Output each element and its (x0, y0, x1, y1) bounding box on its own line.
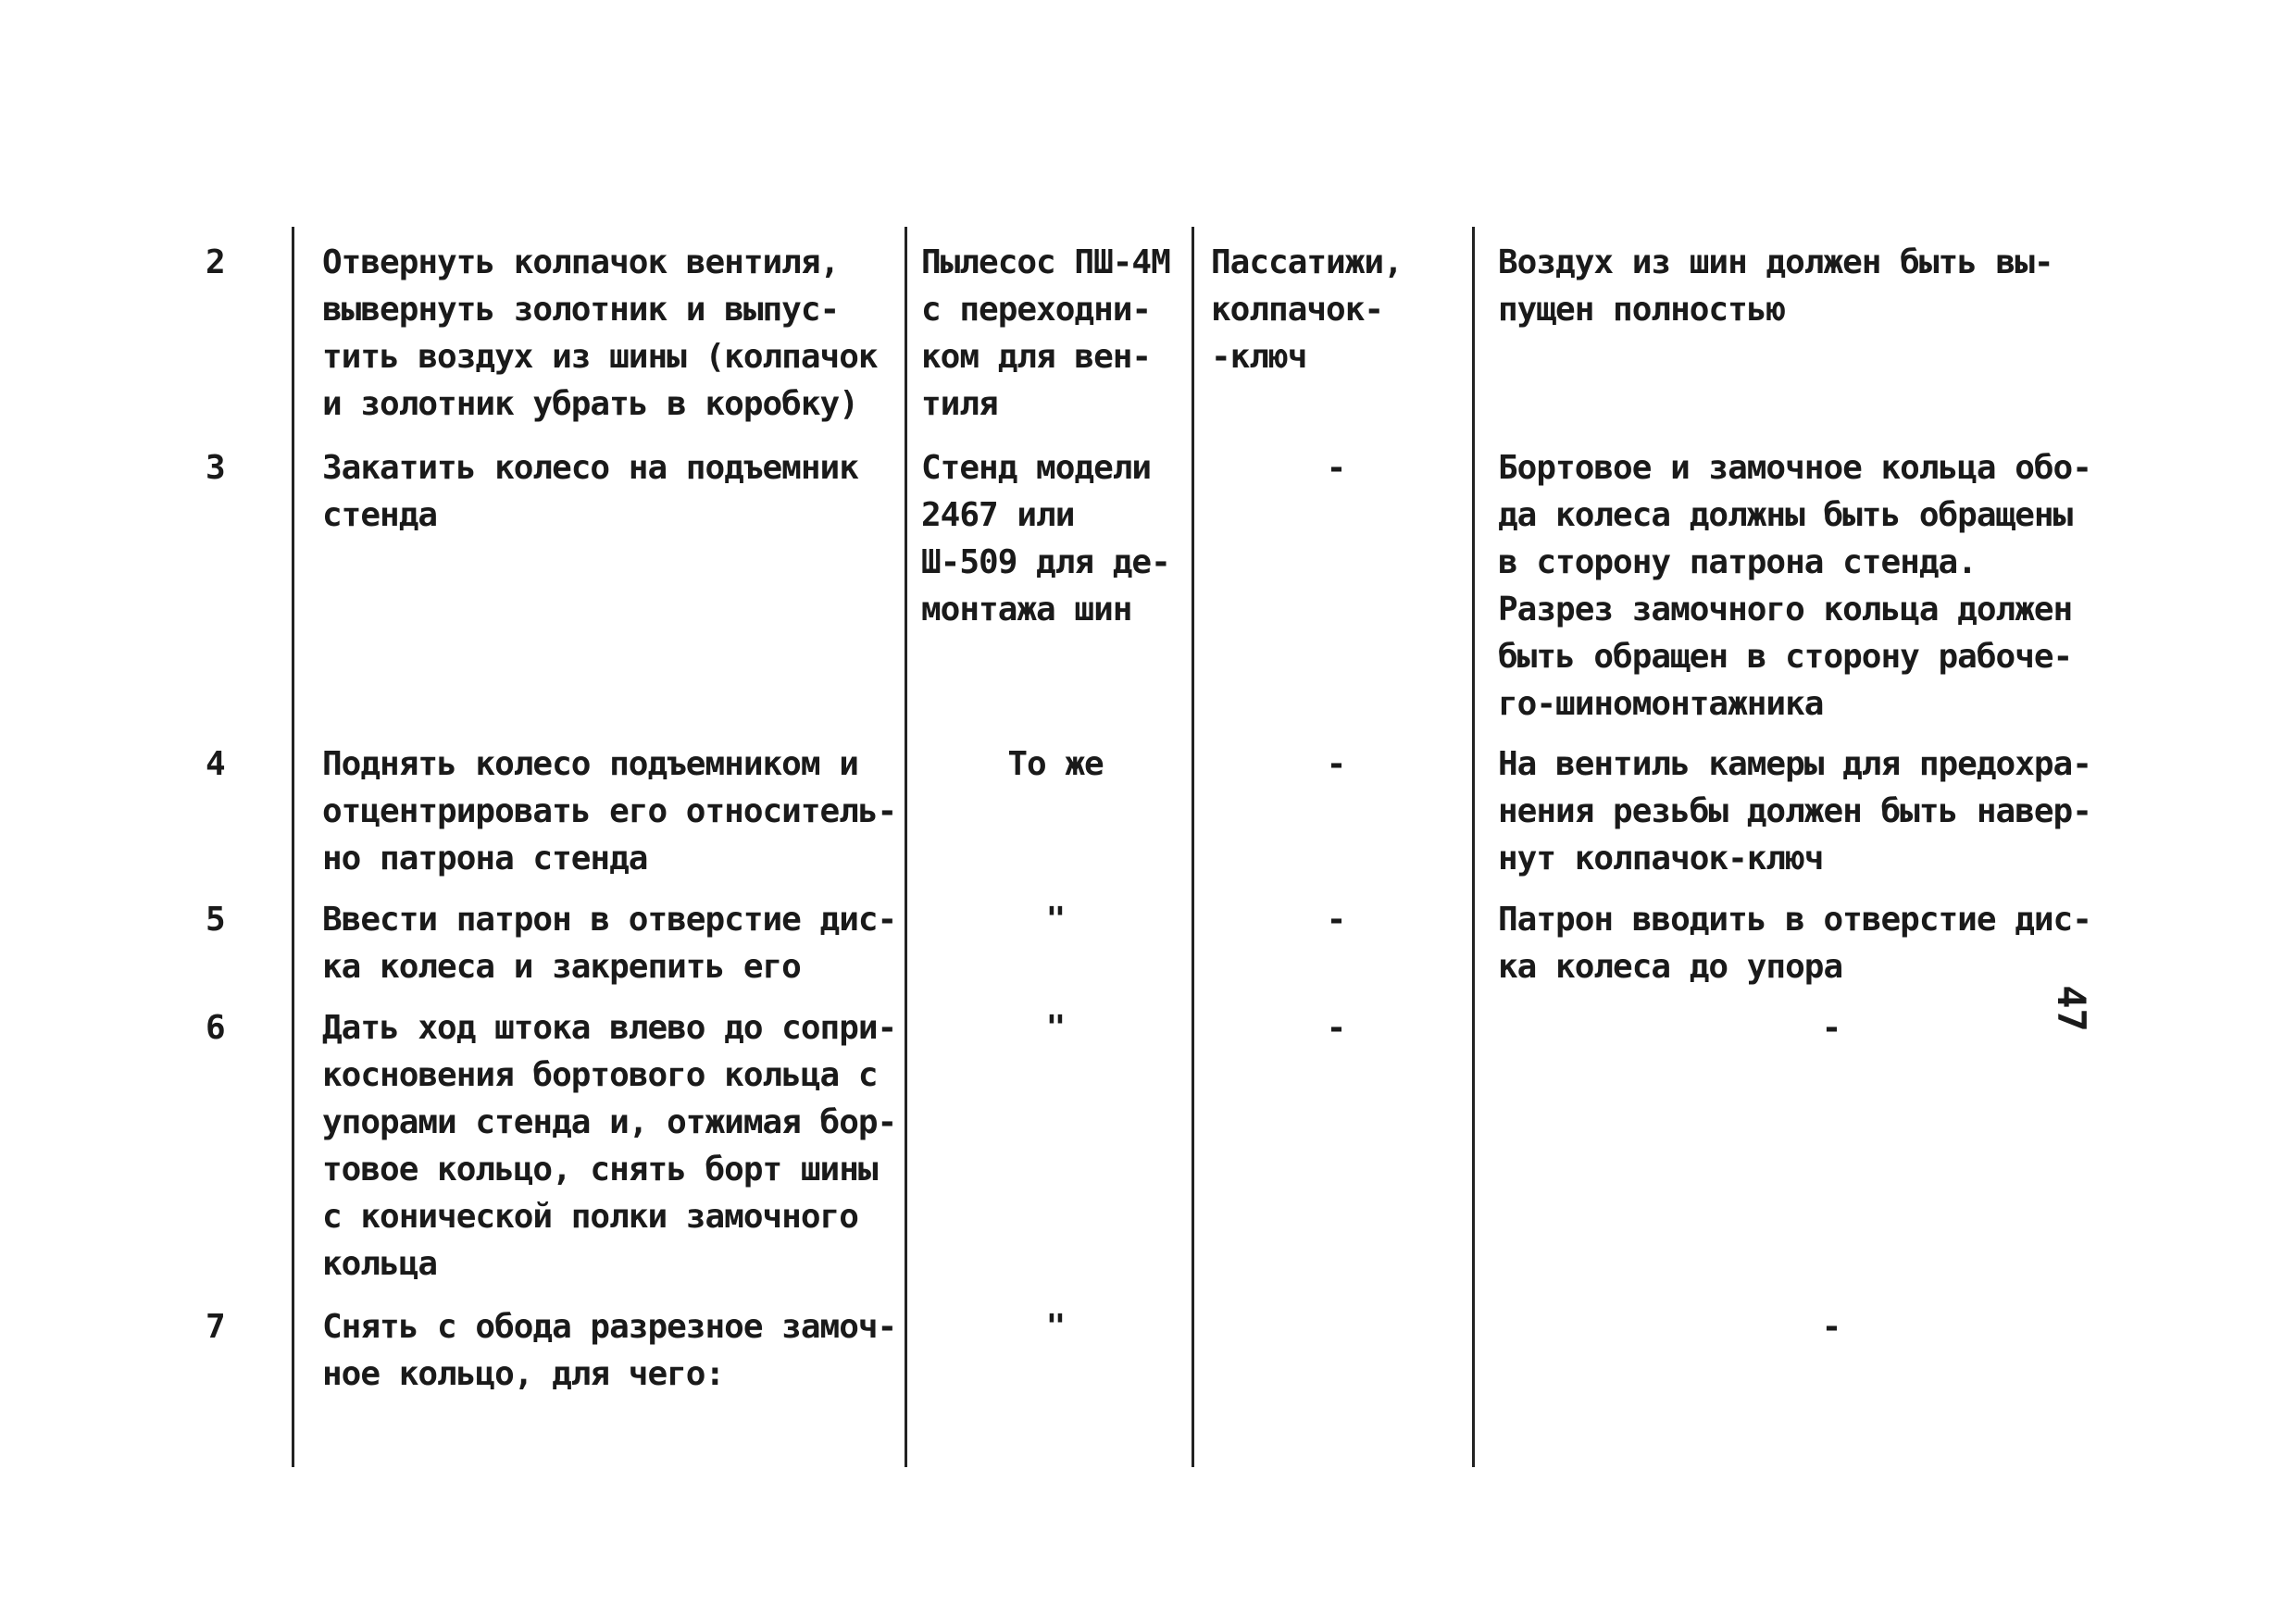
table-column-divider-3 (1192, 227, 1194, 1467)
tool-text: - (1326, 901, 1346, 939)
equipment-text: " (1045, 1308, 1066, 1346)
equipment-text: " (1045, 1009, 1066, 1047)
operation-text: Поднять колесо подъемником и отцентрировать его относитель- но патрона стенда (322, 745, 897, 877)
row-number: 4 (206, 745, 225, 783)
equipment-text: То же (1007, 745, 1104, 783)
row-number: 2 (206, 243, 225, 281)
table-column-divider-1 (292, 227, 294, 1467)
table-column-divider-4 (1472, 227, 1475, 1467)
row-number: 5 (206, 901, 225, 939)
requirement-text: - (1821, 1308, 1841, 1346)
tool-text: Пассатижи, колпачок- -ключ (1211, 243, 1403, 376)
tool-text: - (1326, 745, 1346, 783)
equipment-text: Пылесос ПШ-4М с переходни- ком для вен- тиля (921, 243, 1170, 423)
operation-text: Дать ход штока влево до сопри- косновения бортового кольца с упорами стенда и, отжимая бор- товое кольцо, снять борт шины с конической полки замочного кольца (322, 1009, 897, 1283)
operation-text: Снять с обода разрезное замоч- ное кольцо, для чего: (322, 1308, 897, 1393)
operation-text: Закатить колесо на подъемник стенда (322, 449, 858, 534)
equipment-text: " (1045, 901, 1066, 939)
requirement-text: Патрон вводить в отверстие дис- ка колеса до упора (1498, 901, 2091, 986)
operation-text: Отвернуть колпачок вентиля, вывернуть золотник и выпус- тить воздух из шины (колпачок и золотник убрать в коробку) (322, 243, 878, 423)
requirement-text: На вентиль камеры для предохра- нения резьбы должен быть навер- нут колпачок-ключ (1498, 745, 2091, 877)
requirement-text: Воздух из шин должен быть вы- пущен полностью (1498, 243, 2053, 329)
table-column-divider-2 (905, 227, 907, 1467)
row-number: 3 (206, 449, 225, 487)
requirement-text: Бортовое и замочное кольца обо- да колеса должны быть обращены в сторону патрона стенда. Разрез замочного кольца должен быть обращен в сторону рабоче- го-шиномонтажника (1498, 449, 2091, 723)
tool-text: - (1326, 1009, 1346, 1047)
page-number: 47 (2048, 985, 2094, 1032)
operation-text: Ввести патрон в отверстие дис- ка колеса и закрепить его (322, 901, 897, 986)
equipment-text: Стенд модели 2467 или Ш-509 для де- монтажа шин (921, 449, 1170, 629)
row-number: 7 (206, 1308, 225, 1346)
requirement-text: - (1821, 1009, 1841, 1047)
row-number: 6 (206, 1009, 225, 1047)
tool-text: - (1326, 449, 1346, 487)
